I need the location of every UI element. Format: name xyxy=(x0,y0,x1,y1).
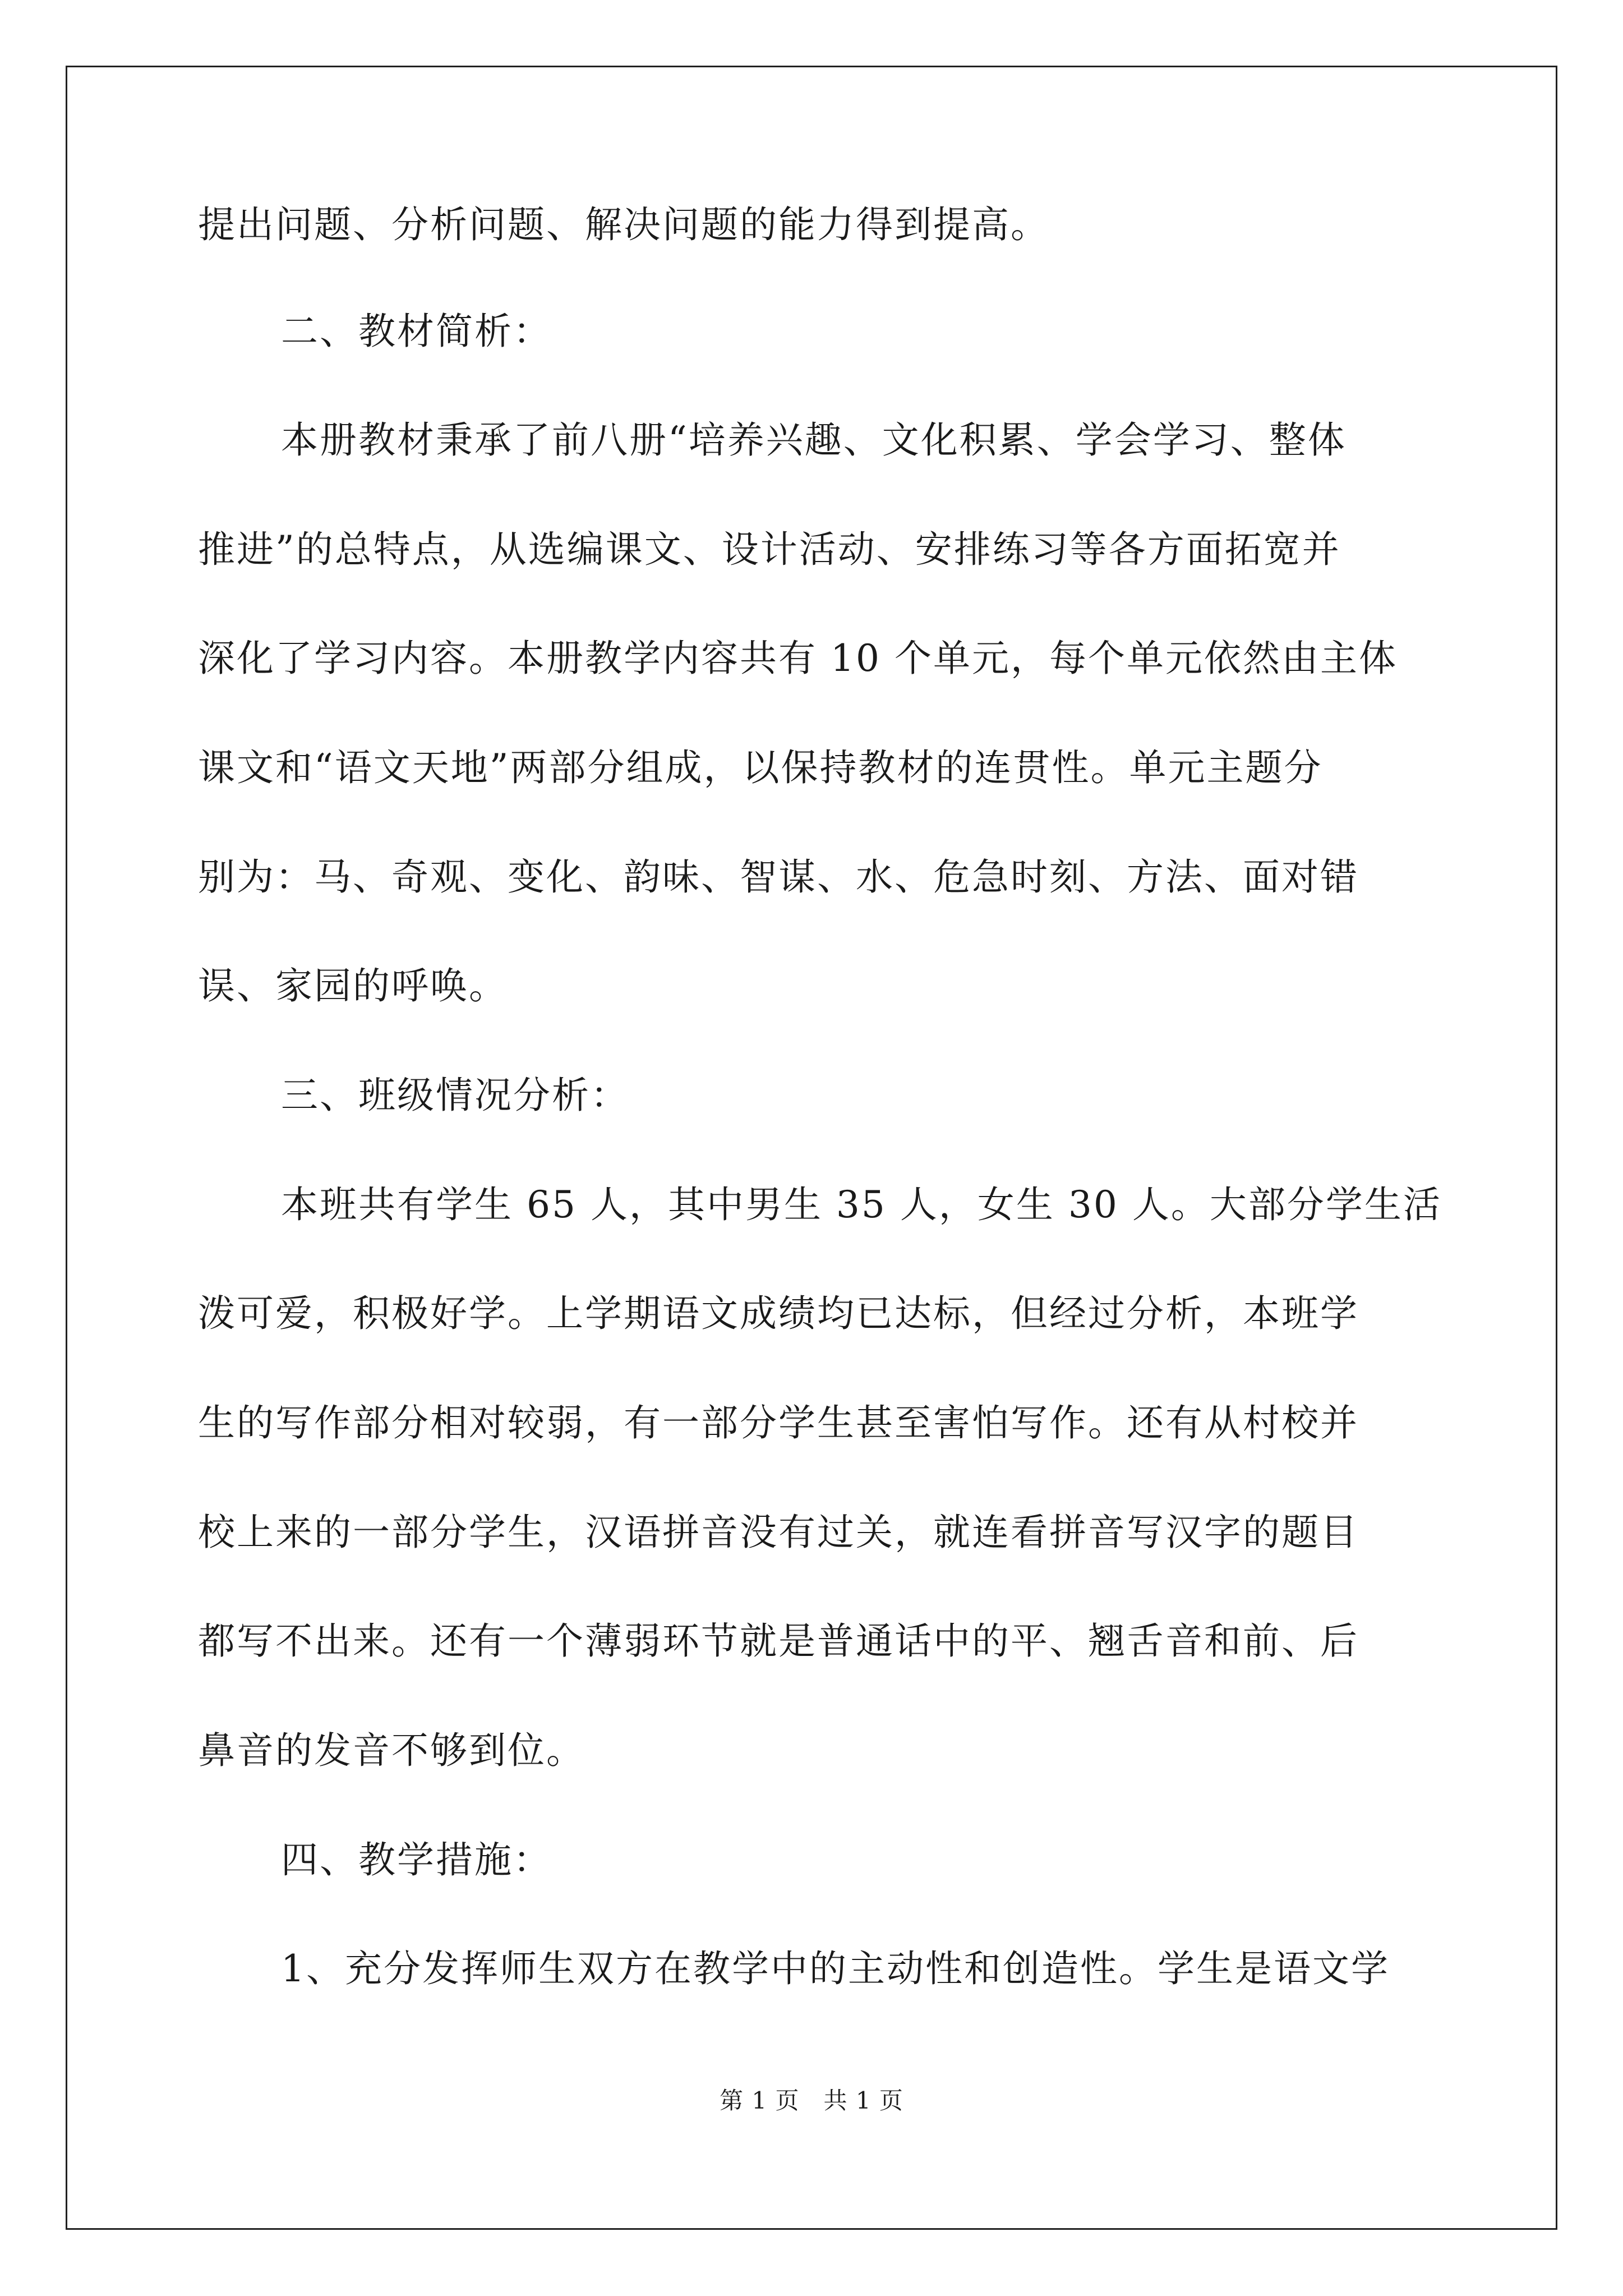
text-line: 深化了学习内容。本册教学内容共有 10 个单元，每个单元依然由主体 xyxy=(198,638,1398,679)
section-heading: 二、教材简析： xyxy=(281,311,552,352)
text-line: 鼻音的发音不够到位。 xyxy=(198,1731,585,1771)
page-footer: 第 1 页 共 1 页 xyxy=(720,2087,903,2114)
text-line: 生的写作部分相对较弱，有一部分学生甚至害怕写作。还有从村校并 xyxy=(198,1403,1359,1443)
text-line: 提出问题、分析问题、解决问题的能力得到提高。 xyxy=(198,205,1049,245)
text-line: 本班共有学生 65 人，其中男生 35 人，女生 30 人。大部分学生活 xyxy=(281,1185,1442,1225)
section-heading: 四、教学措施： xyxy=(281,1840,552,1880)
page-border xyxy=(66,66,1557,2230)
text-line: 误、家园的呼唤。 xyxy=(198,966,508,1006)
section-heading: 三、班级情况分析： xyxy=(281,1075,629,1116)
text-line: 本册教材秉承了前八册“培养兴趣、文化积累、学会学习、整体 xyxy=(281,420,1347,461)
text-line: 都写不出来。还有一个薄弱环节就是普通话中的平、翘舌音和前、后 xyxy=(198,1621,1359,1662)
text-line: 泼可爱，积极好学。上学期语文成绩均已达标，但经过分析，本班学 xyxy=(198,1294,1359,1334)
text-line: 别为：马、奇观、变化、韵味、智谋、水、危急时刻、方法、面对错 xyxy=(198,857,1359,898)
text-line: 推进”的总特点，从选编课文、设计活动、安排练习等各方面拓宽并 xyxy=(198,530,1341,570)
text-line: 课文和“语文天地”两部分组成，以保持教材的连贯性。单元主题分 xyxy=(198,748,1323,788)
text-line: 1、充分发挥师生双方在教学中的主动性和创造性。学生是语文学 xyxy=(281,1949,1390,1989)
text-line: 校上来的一部分学生，汉语拼音没有过关，就连看拼音写汉字的题目 xyxy=(198,1512,1359,1553)
